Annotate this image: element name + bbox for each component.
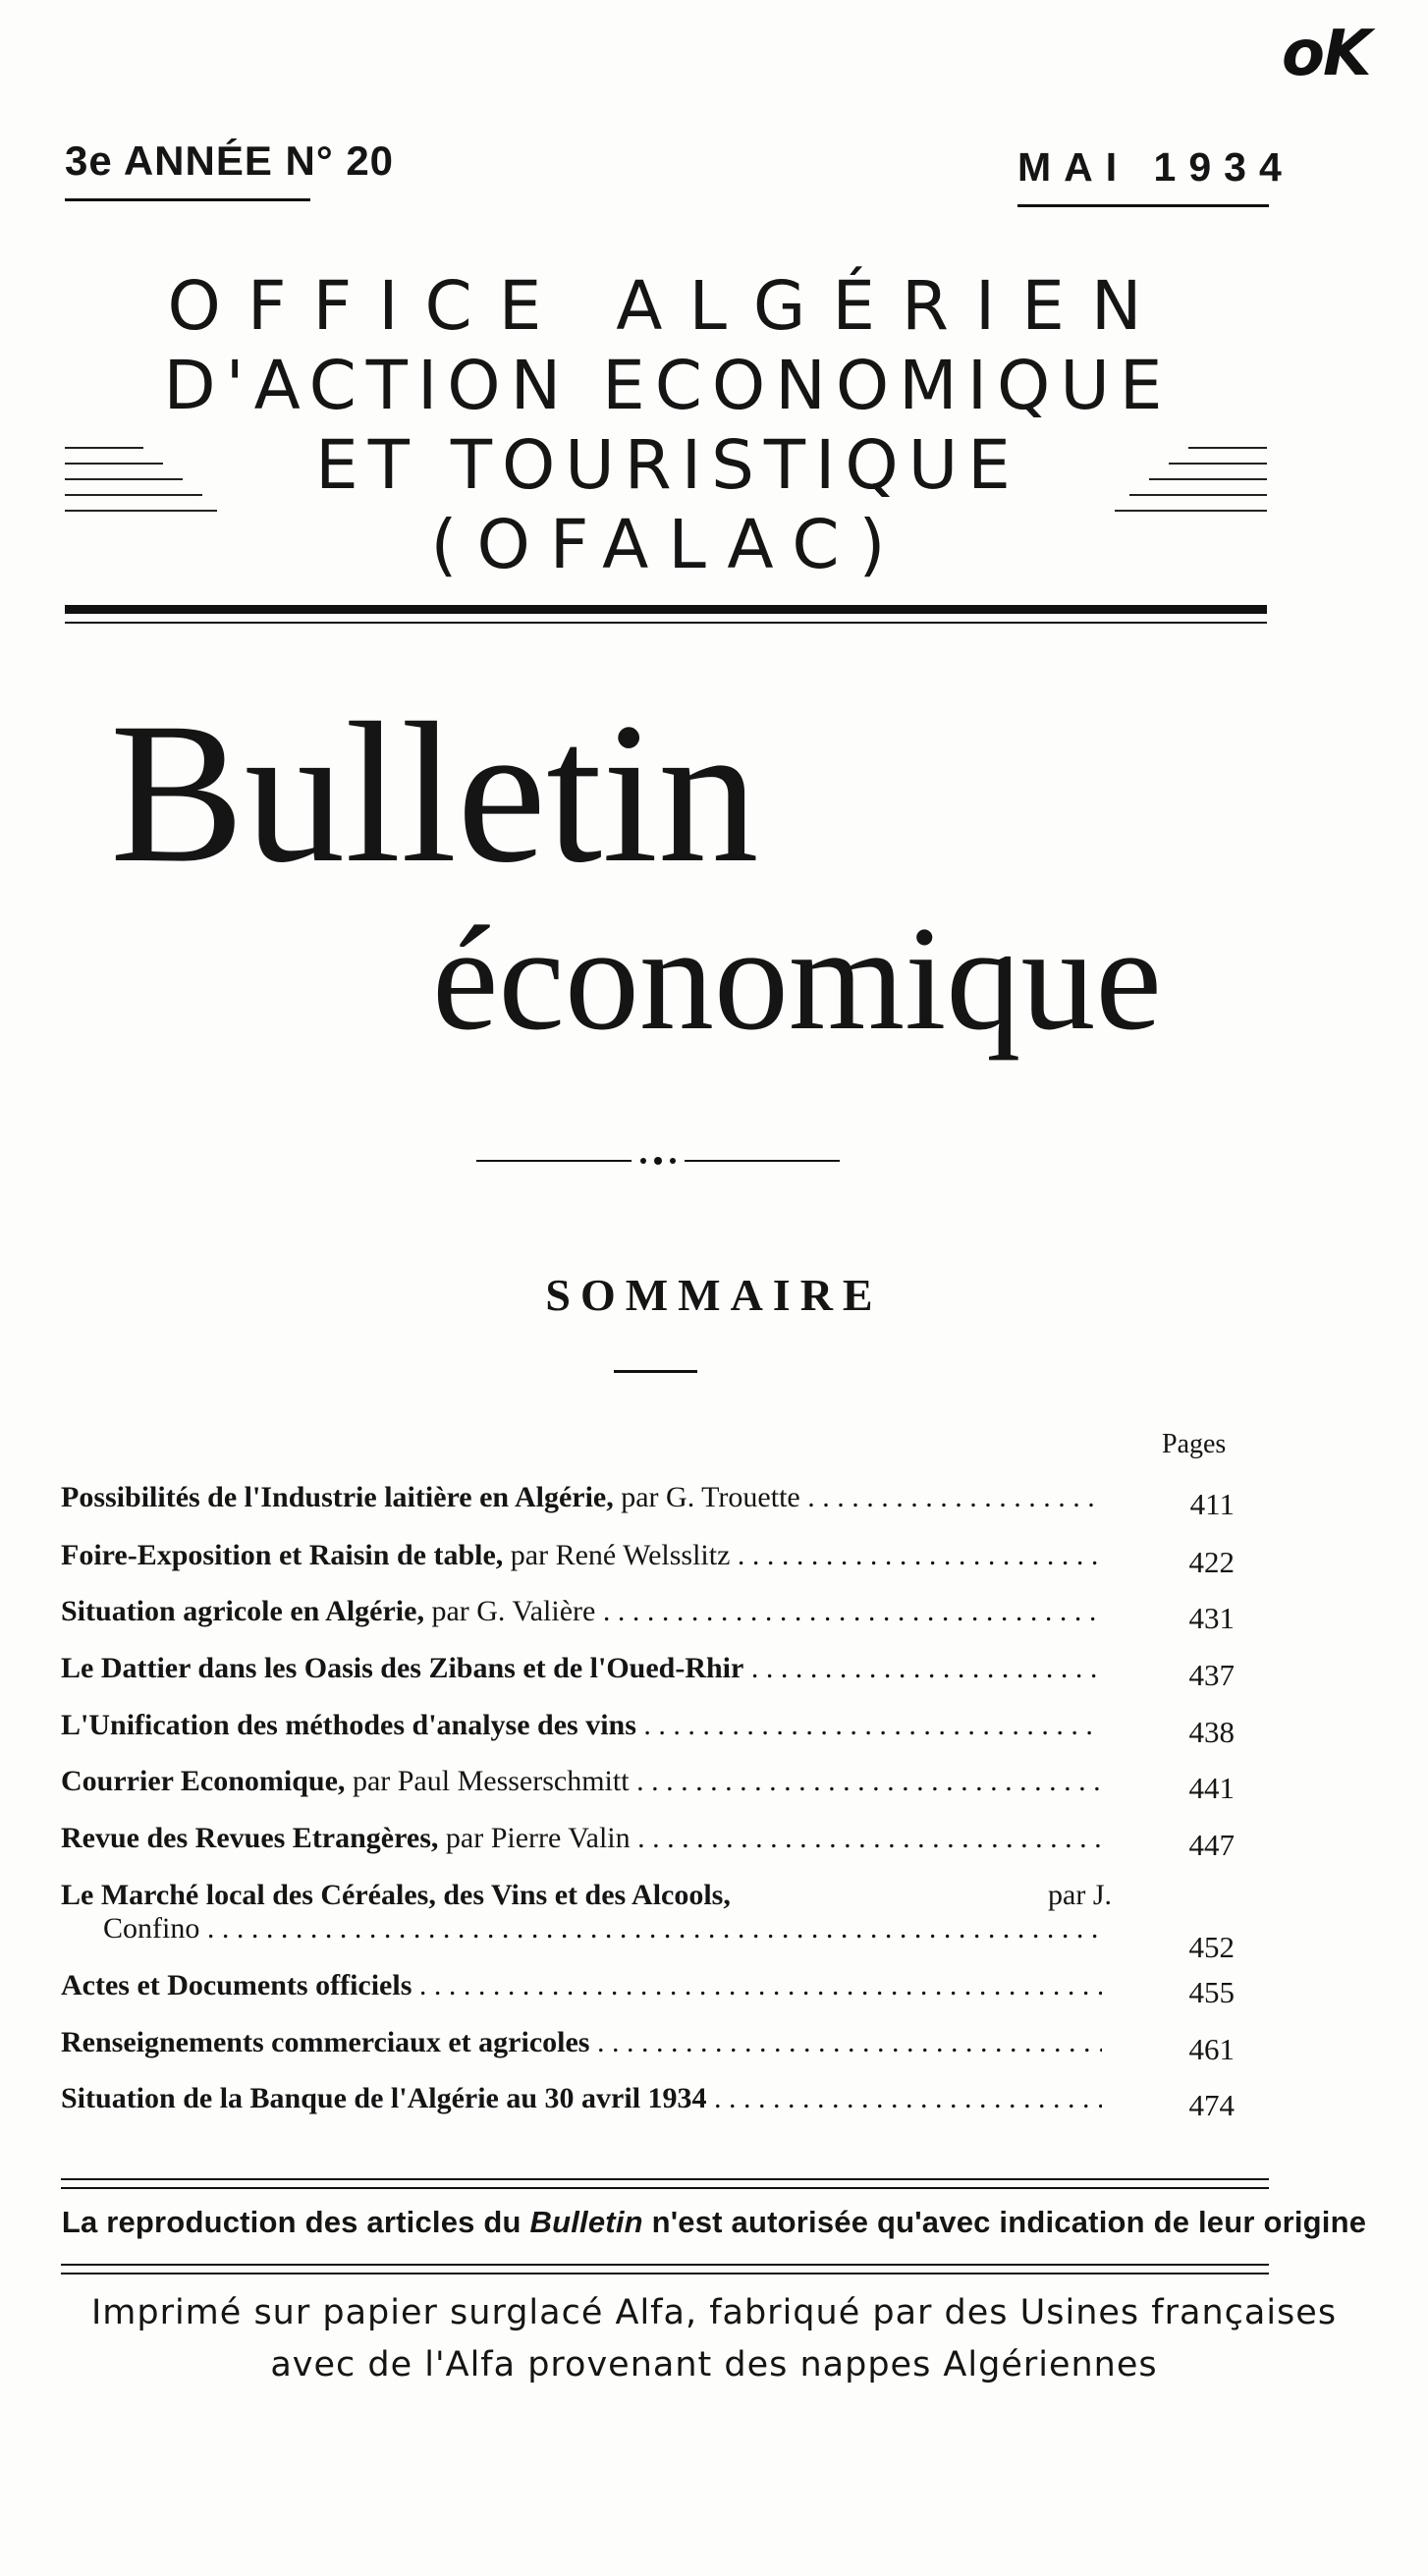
- printed-on-line-2: avec de l'Alfa provenant des nappes Algériennes: [270, 2345, 1158, 2384]
- toc-item-continuation: Confino: [103, 1912, 200, 1945]
- notice-top-rule: [61, 2178, 1269, 2180]
- toc-item-page: 431: [1188, 1601, 1235, 1635]
- toc-item-author: par G. Valière: [431, 1595, 596, 1627]
- notice-italic: Bulletin: [529, 2205, 643, 2239]
- toc-item[interactable]: [61, 1539, 1235, 1588]
- pages-column-label: Pages: [1162, 1429, 1227, 1459]
- date-underline: [1017, 204, 1269, 207]
- toc-item-page: 438: [1188, 1715, 1235, 1749]
- toc-item[interactable]: [61, 1709, 1235, 1758]
- toc-item-title: Possibilités de l'Industrie laitière en Algérie,: [61, 1481, 614, 1513]
- office-name-block: [59, 267, 1277, 585]
- office-line-3: ET TOURISTIQUE: [315, 426, 1020, 505]
- reproduction-notice: [0, 2205, 1428, 2240]
- issue-underline: [65, 198, 310, 201]
- toc-item-page: 411: [1189, 1487, 1235, 1521]
- toc-item-page: 452: [1188, 1930, 1235, 1964]
- header-thin-rule: [65, 622, 1267, 624]
- toc-item-page: 422: [1188, 1545, 1235, 1579]
- toc-item-title: Le Marché local des Céréales, des Vins et des Alcools,: [61, 1879, 731, 1911]
- notice-after: n'est autorisée qu'avec indication de leur origine: [651, 2205, 1367, 2239]
- toc-item-page: 441: [1188, 1771, 1235, 1805]
- office-line-1: OFFICE ALGÉRIEN: [167, 267, 1169, 346]
- sommaire-underline: [614, 1370, 697, 1373]
- toc-item[interactable]: [61, 1481, 1235, 1530]
- toc-item-title: L'Unification des méthodes d'analyse des vins: [61, 1709, 636, 1741]
- toc-item-title: Le Dattier dans les Oasis des Zibans et de l'Oued-Rhir: [61, 1652, 744, 1684]
- notice-bottom-rule: [61, 2264, 1269, 2266]
- toc-item-page: 447: [1188, 1828, 1235, 1862]
- office-line-2: D'ACTION ECONOMIQUE: [163, 347, 1173, 425]
- notice-before: La reproduction des articles du: [61, 2205, 522, 2239]
- toc-item[interactable]: [61, 1595, 1235, 1644]
- toc-item-first-line: [61, 1879, 1112, 1912]
- issue-date: MAI 1934: [1017, 144, 1294, 190]
- toc-item-page: 437: [1188, 1658, 1235, 1692]
- issue-number: 3e ANNÉE N° 20: [65, 137, 395, 184]
- toc-item[interactable]: [61, 2026, 1235, 2075]
- toc-item-title: Foire-Exposition et Raisin de table,: [61, 1539, 504, 1571]
- toc-item-author: par J.: [1048, 1879, 1112, 1911]
- handwritten-ok-annotation: oK: [1282, 18, 1370, 90]
- toc-item-title: Actes et Documents officiels: [61, 1969, 412, 2001]
- toc-item-author: par René Welsslitz: [510, 1539, 731, 1571]
- ornament-divider: [476, 1151, 840, 1171]
- notice-bottom-rule-2: [61, 2273, 1269, 2275]
- office-acronym: (OFALAC): [430, 506, 906, 584]
- toc-item[interactable]: [61, 1652, 1235, 1701]
- header-thick-rule: [65, 605, 1267, 614]
- toc-item-title: Revue des Revues Etrangères,: [61, 1822, 439, 1854]
- notice-top-rule-2: [61, 2187, 1269, 2189]
- printed-on-line-1: Imprimé sur papier surglacé Alfa, fabriqué par des Usines françaises: [90, 2293, 1338, 2332]
- economique-title: économique: [432, 896, 1162, 1061]
- toc-item[interactable]: [61, 2082, 1235, 2131]
- toc-item-title: Situation agricole en Algérie,: [61, 1595, 424, 1627]
- toc-item-author: par Paul Messerschmitt: [352, 1765, 630, 1797]
- toc-item-page: 461: [1188, 2032, 1235, 2066]
- toc-item[interactable]: [103, 1912, 1235, 1964]
- sommaire-heading: SOMMAIRE: [545, 1270, 883, 1320]
- bulletin-title: Bulletin: [110, 682, 759, 904]
- toc-item-page: 474: [1188, 2088, 1235, 2122]
- left-decorative-lines: [65, 447, 217, 525]
- toc-item-title: Situation de la Banque de l'Algérie au 30 avril 1934: [61, 2082, 707, 2114]
- right-decorative-lines: [1115, 447, 1267, 525]
- toc-item[interactable]: [61, 1969, 1235, 2018]
- toc-item[interactable]: [61, 1765, 1235, 1814]
- toc-item-page: 455: [1188, 1975, 1235, 2009]
- toc-item-title: Renseignements commerciaux et agricoles: [61, 2026, 590, 2058]
- toc-item-author: par G. Trouette: [621, 1481, 800, 1513]
- toc-item-author: par Pierre Valin: [445, 1822, 631, 1854]
- toc-item[interactable]: [61, 1822, 1235, 1871]
- toc-item-title: Courrier Economique,: [61, 1765, 346, 1797]
